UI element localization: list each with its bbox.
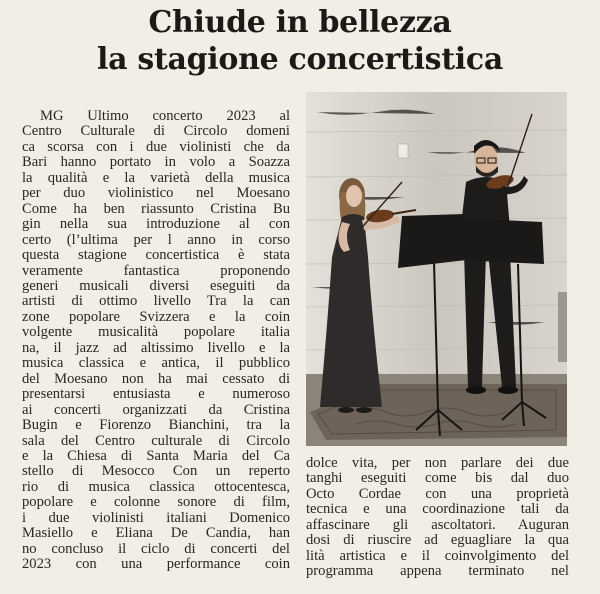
text-line: affascinare gli ascoltatori. Auguran xyxy=(306,517,569,533)
text-line: gin nella sua introduzione al con xyxy=(22,217,290,233)
text-line: artisti di ottimo livello Tra la can xyxy=(22,294,290,310)
text-line: dosi di riuscire ad eguagliare la qua xyxy=(306,533,569,549)
headline-line-1: Chiude in bellezza xyxy=(148,5,452,40)
text-line: Come ha ben riassunto Cristina Bu xyxy=(22,201,290,217)
text-line: generi musicali diversi eseguiti da xyxy=(22,278,290,294)
text-line: MG Ultimo concerto 2023 al xyxy=(40,109,290,124)
text-line: zone popolare Svizzera e la coin xyxy=(22,309,290,325)
text-line: Bugin e Fiorenzo Bianchini, tra la xyxy=(22,418,290,434)
text-line: Masiello e Eliana De Candia, han xyxy=(22,526,290,542)
text-line: Octo Cordae con una proprietà xyxy=(306,486,569,502)
text-line: veramente fantastica proponendo xyxy=(22,263,290,279)
text-line: sala del Centro culturale di Circolo xyxy=(22,433,290,449)
text-line: popolare e colonne sonore di film, xyxy=(22,495,290,511)
text-line: ai concerti organizzati da Cristina xyxy=(22,402,290,418)
text-line: la qualità e la varietà della musica xyxy=(22,170,290,186)
text-line: Centro Culturale di Circolo domeni xyxy=(22,124,290,140)
text-line: stello di Mesocco Con un reperto xyxy=(22,464,290,480)
text-line: programma appena terminato nel xyxy=(306,564,569,580)
text-line: questa stagione concertistica è stata xyxy=(22,248,290,264)
text-line: i due violinisti italiani Domenico xyxy=(22,510,290,526)
text-line: tecnica e una coordinazione tali da xyxy=(306,502,569,518)
text-line: rio di musica classica ottocentesca, xyxy=(22,479,290,495)
text-line: no concluso il ciclo di concerti del xyxy=(22,541,290,557)
text-line: presentarsi entusiasta e numeroso xyxy=(22,387,290,403)
text-line: per duo violinistico nel Moesano xyxy=(22,186,290,202)
text-line: e la Chiesa di Santa Maria del Ca xyxy=(22,448,290,464)
article-body-right-column xyxy=(306,456,569,580)
text-line: lità artistica e il coinvolgimento del xyxy=(306,548,569,564)
text-line: musica classica e antica, il pubblico xyxy=(22,356,290,372)
text-line: certo (l’ultima per l anno in corso xyxy=(22,232,290,248)
text-line: ca scorsa con i due violinisti che da xyxy=(22,139,290,155)
text-line: 2023 con una performance coin xyxy=(22,557,290,573)
article-body-left-column xyxy=(22,109,290,573)
text-line: Bari hanno portato in volo a Soazza xyxy=(22,155,290,171)
text-line: del Moesano non ha mai cessato di xyxy=(22,371,290,387)
text-line: tanghi eseguiti come bis dal duo xyxy=(306,471,569,487)
headline-line-2: la stagione concertistica xyxy=(96,42,504,77)
article-headline xyxy=(0,4,600,78)
text-line: volgente musicalità popolare italia xyxy=(22,325,290,341)
photo-two-violinists xyxy=(306,92,567,446)
text-line: dolce vita, per non parlare dei due xyxy=(306,456,569,471)
text-line: na, il jazz ad altissimo livello e la xyxy=(22,340,290,356)
